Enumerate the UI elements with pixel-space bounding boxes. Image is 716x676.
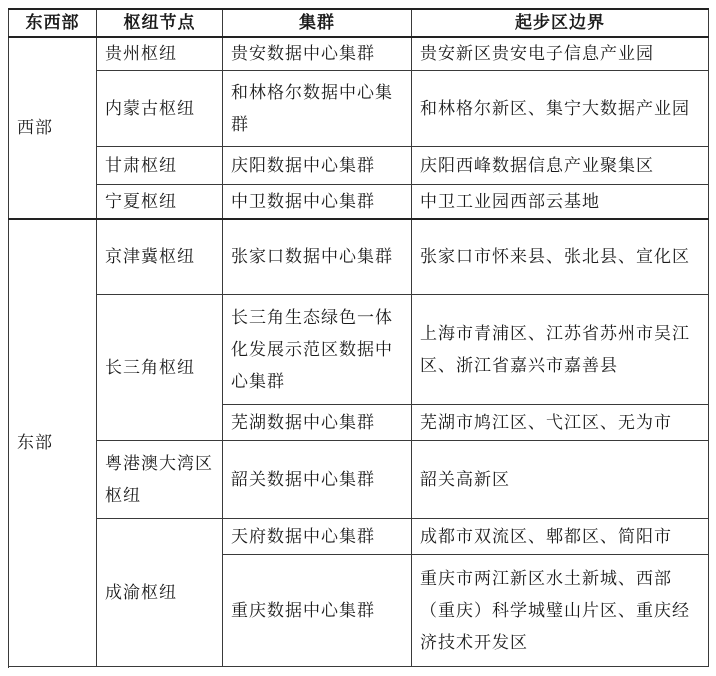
table-row — [9, 219, 709, 295]
hub-cell: 甘肃枢纽 — [97, 147, 223, 185]
header-hub: 枢纽节点 — [97, 9, 223, 37]
table-row — [9, 295, 709, 405]
table-row — [9, 441, 709, 519]
table-header-row — [9, 9, 709, 37]
cluster-cell: 长三角生态绿色一体化发展示范区数据中心集群 — [223, 295, 412, 405]
cluster-cell: 芜湖数据中心集群 — [223, 405, 412, 441]
hub-cell: 成渝枢纽 — [97, 519, 223, 667]
table-row — [9, 147, 709, 185]
boundary-cell: 贵安新区贵安电子信息产业园 — [412, 37, 709, 71]
header-boundary: 起步区边界 — [412, 9, 709, 37]
table-row — [9, 71, 709, 147]
cluster-cell: 中卫数据中心集群 — [223, 185, 412, 219]
hub-cell: 贵州枢纽 — [97, 37, 223, 71]
boundary-cell: 韶关高新区 — [412, 441, 709, 519]
boundary-cell: 芜湖市鸠江区、弋江区、无为市 — [412, 405, 709, 441]
cluster-cell: 和林格尔数据中心集群 — [223, 71, 412, 147]
boundary-cell: 成都市双流区、郫都区、简阳市 — [412, 519, 709, 555]
cluster-cell: 张家口数据中心集群 — [223, 219, 412, 295]
hub-cell: 长三角枢纽 — [97, 295, 223, 441]
boundary-cell: 庆阳西峰数据信息产业聚集区 — [412, 147, 709, 185]
header-cluster: 集群 — [223, 9, 412, 37]
cluster-cell: 贵安数据中心集群 — [223, 37, 412, 71]
cluster-cell: 天府数据中心集群 — [223, 519, 412, 555]
cluster-cell: 庆阳数据中心集群 — [223, 147, 412, 185]
header-region: 东西部 — [9, 9, 97, 37]
boundary-cell: 上海市青浦区、江苏省苏州市吴江区、浙江省嘉兴市嘉善县 — [412, 295, 709, 405]
region-west: 西部 — [9, 37, 97, 219]
table-row — [9, 519, 709, 555]
hub-cell: 内蒙古枢纽 — [97, 71, 223, 147]
cluster-cell: 重庆数据中心集群 — [223, 555, 412, 667]
boundary-cell: 张家口市怀来县、张北县、宣化区 — [412, 219, 709, 295]
hub-cell: 粤港澳大湾区枢纽 — [97, 441, 223, 519]
table-row — [9, 185, 709, 219]
hub-cell: 京津冀枢纽 — [97, 219, 223, 295]
hub-cell: 宁夏枢纽 — [97, 185, 223, 219]
cluster-cell: 韶关数据中心集群 — [223, 441, 412, 519]
boundary-cell: 重庆市两江新区水土新城、西部（重庆）科学城璧山片区、重庆经济技术开发区 — [412, 555, 709, 667]
data-center-hub-table — [8, 8, 709, 667]
region-east: 东部 — [9, 219, 97, 667]
boundary-cell: 和林格尔新区、集宁大数据产业园 — [412, 71, 709, 147]
boundary-cell: 中卫工业园西部云基地 — [412, 185, 709, 219]
table-row — [9, 37, 709, 71]
